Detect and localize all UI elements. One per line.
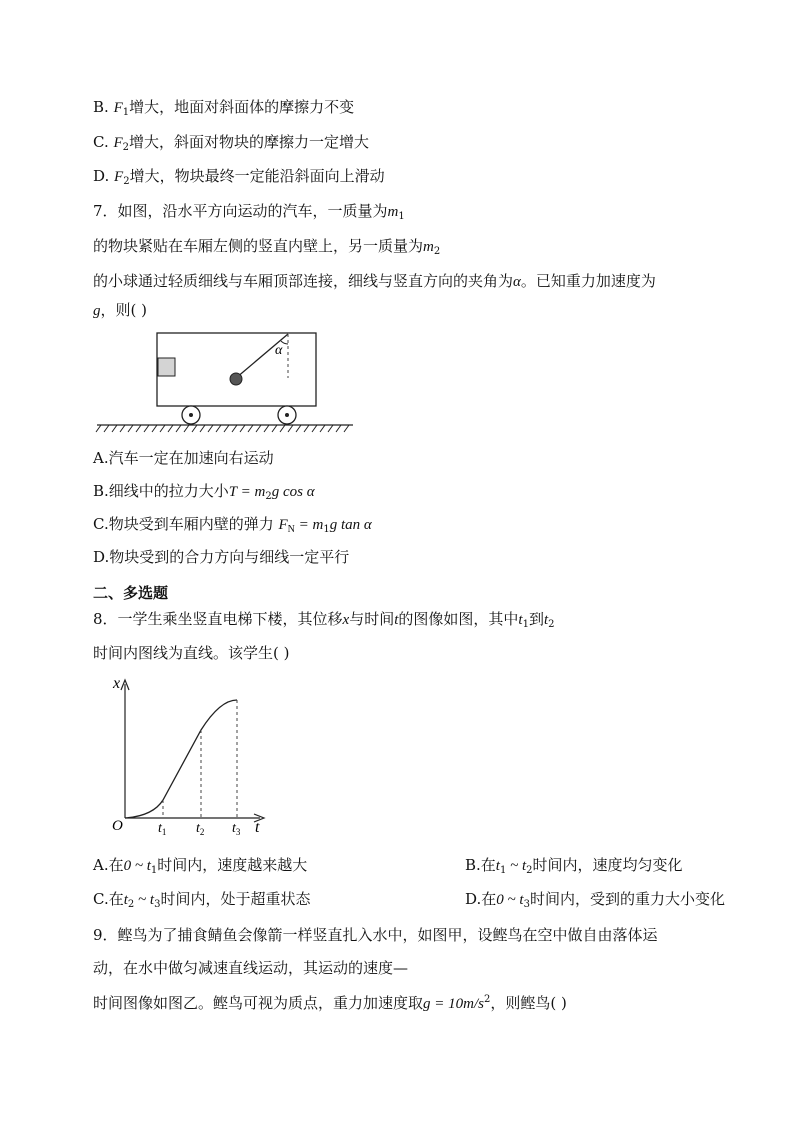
tick-t3: $t_3$	[232, 821, 241, 837]
q7-line-1	[93, 201, 405, 227]
ball-m2	[230, 373, 242, 385]
q9-line-3	[93, 990, 567, 1014]
q7-line-2	[93, 236, 440, 262]
q8-xt-graph	[105, 670, 275, 840]
math-sub: 2	[548, 619, 555, 630]
right-axle	[285, 413, 289, 417]
option-letter: D.	[93, 167, 115, 185]
math-sub: N	[287, 524, 295, 535]
q9-text: 9．鲣鸟为了捕食鲭鱼会像箭一样竖直扎入水中，如图甲，设鲣鸟在空中做自由落体运	[93, 926, 658, 944]
math-var: g	[93, 303, 101, 319]
math-sub: 1	[122, 107, 130, 118]
option-text: 增大，物块最终一定能沿斜面向上滑动	[129, 167, 385, 185]
q8-text: 到	[528, 610, 544, 628]
q7-option-a	[93, 448, 274, 468]
y-axis-label: x	[113, 675, 121, 692]
tick-t2: $t_2$	[196, 821, 205, 837]
q8-options-row-1	[93, 855, 683, 881]
option-letter: C.	[93, 133, 114, 151]
q7-text: 的物块紧贴在车厢左侧的竖直内壁上，另一质量为	[93, 237, 424, 255]
q6-option-d	[93, 166, 385, 192]
math-sup: 2	[483, 994, 491, 1005]
option-text: A.汽车一定在加速向右运动	[93, 449, 274, 467]
q7-option-c	[93, 514, 372, 540]
option-text: 增大，地面对斜面体的摩擦力不变	[129, 98, 355, 116]
math-var: m	[387, 204, 399, 220]
q9-line-2	[93, 958, 408, 978]
q8-option-c: C.在$t_2$ ~ $t_3$时间内，处于超重状态	[93, 890, 311, 910]
option-text: 增大，斜面对物块的摩擦力一定增大	[129, 133, 370, 151]
q8-option-d: D.在0 ~ $t_3$时间内，受到的重力大小变化	[465, 890, 725, 910]
x-axis-label: t	[255, 819, 260, 836]
math-sub: 2	[123, 176, 130, 187]
q8-text: 与时间	[349, 610, 395, 628]
q9-text: ，则鲣鸟( )	[490, 994, 567, 1012]
q9-text: 动，在水中做匀减速直线运动，其运动的速度—	[93, 959, 409, 977]
q7-text: 。已知重力加速度为	[520, 272, 656, 290]
math-sub: 2	[433, 246, 441, 257]
math-var: F	[113, 100, 123, 116]
math-sub: 2	[265, 491, 272, 502]
option-text: B.细线中的拉力大小	[93, 482, 229, 500]
math-sub: 1	[398, 211, 405, 222]
math-var: F	[113, 135, 123, 151]
q8-text: 时间内图线为直线。该学生( )	[93, 644, 290, 662]
formula: = m	[294, 517, 324, 533]
origin-label: O	[112, 818, 123, 834]
q7-line-4	[93, 300, 147, 321]
q7-option-d	[93, 547, 349, 567]
formula: g tan α	[329, 517, 372, 533]
q8-text: 的图像如图，其中	[398, 610, 519, 628]
q8-text: 8．一学生乘坐竖直电梯下楼，其位移	[93, 610, 343, 628]
q8-options-row-2	[93, 889, 725, 915]
option-letter: B.	[93, 98, 114, 116]
q9-line-1	[93, 925, 658, 945]
q6-option-c	[93, 132, 369, 158]
math-var: t	[394, 612, 399, 628]
q7-text: 的小球通过轻质细线与车厢顶部连接，细线与竖直方向的夹角为	[93, 272, 514, 290]
option-text: D.物块受到的合力方向与细线一定平行	[93, 548, 350, 566]
car-body	[157, 333, 316, 406]
math-var: x	[342, 612, 350, 628]
math-var: F	[114, 169, 124, 185]
math-sub: 2	[122, 142, 130, 153]
math-var: α	[513, 274, 521, 290]
left-axle	[189, 413, 193, 417]
formula: g = 10m/s	[423, 996, 484, 1012]
tick-t1: $t_1$	[158, 821, 167, 837]
math-var: t	[543, 612, 549, 628]
q7-line-3	[93, 271, 656, 292]
math-var: m	[423, 239, 434, 255]
formula: T = m	[228, 484, 266, 500]
q9-text: 时间图像如图乙。鲣鸟可视为质点，重力加速度取	[93, 994, 424, 1012]
q8-line-1	[93, 609, 555, 635]
xt-curve	[125, 700, 237, 818]
q7-text: ，则( )	[100, 301, 147, 319]
q7-car-figure	[95, 328, 360, 436]
formula: g cos α	[271, 484, 315, 500]
q8-option-a: A.在0 ~ $t_1$时间内，速度越来越大	[93, 856, 308, 876]
angle-label: α	[275, 343, 283, 358]
math-sub: 1	[522, 619, 529, 630]
q7-text: 7．如图，沿水平方向运动的汽车，一质量为	[93, 202, 388, 220]
section-heading: 二、多选题	[93, 584, 169, 602]
math-var: t	[518, 612, 523, 628]
q8-option-b: B.在$t_1$ ~ $t_2$时间内，速度均匀变化	[465, 856, 683, 876]
ground-hatching	[96, 425, 349, 432]
math-sub: 1	[323, 524, 330, 535]
q7-option-b	[93, 481, 315, 507]
option-text: C.物块受到车厢内壁的弹力	[93, 515, 279, 533]
q6-option-b	[93, 97, 354, 123]
formula: F	[278, 517, 288, 533]
block-m1	[158, 358, 175, 376]
q8-line-2	[93, 643, 289, 663]
